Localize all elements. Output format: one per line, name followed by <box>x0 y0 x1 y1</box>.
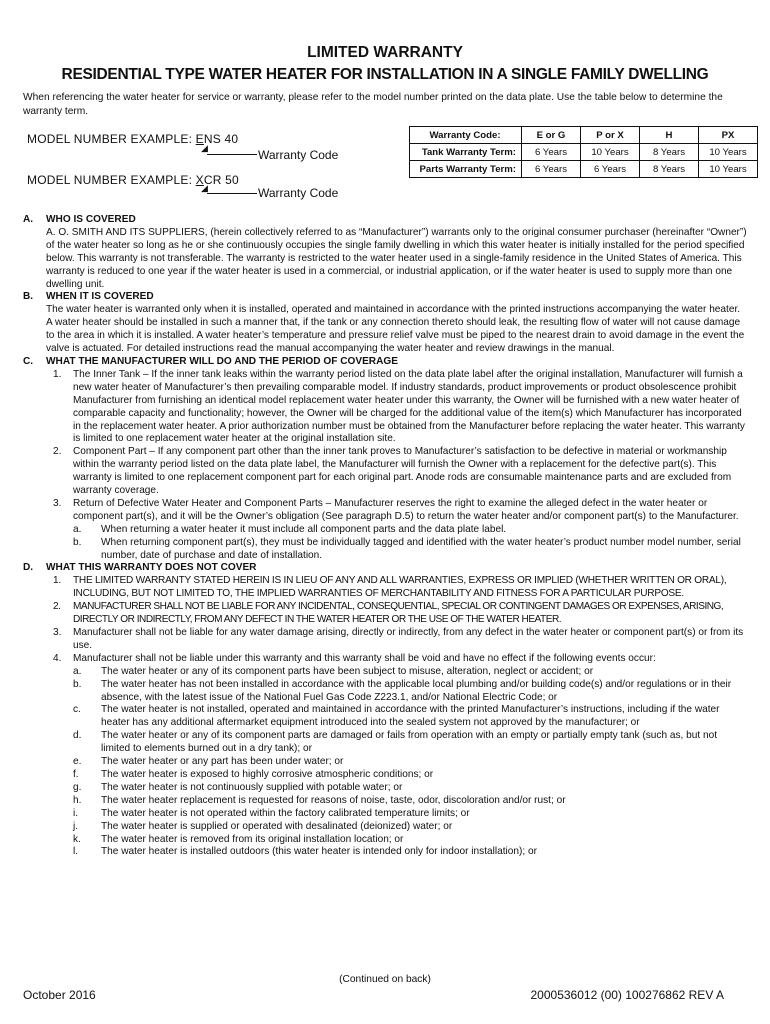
item-letter: e. <box>73 756 82 768</box>
example-code: X <box>195 173 204 187</box>
item-text: When returning a water heater it must include all component parts and the data plate label. <box>101 523 507 535</box>
list-item <box>23 369 748 446</box>
item-text: The water heater is exposed to highly corrosive atmospheric conditions; or <box>101 768 434 780</box>
footer-date: October 2016 <box>23 988 96 1002</box>
item-number: 3. <box>53 627 62 638</box>
sub-list-item <box>23 666 748 679</box>
example-label: MODEL NUMBER EXAMPLE: <box>27 132 196 146</box>
sub-list-item <box>23 782 748 795</box>
section-b-text: The water heater is warranted only when it is installed, operated and maintained in accordance with the printed instructions accompanying the water heater. A water heater should be installed in such a manner that, if the tank or any connection thereto should leak, the resulting flow of water will not cause damage to the area in which it is installed. A water heater’s temperature and pressure relief valve must be piped to the nearest drain to avoid damage in the event the valve is actuated. For detailed instructions read the manual accompanying the water heater and review drawings in the manual. <box>46 304 745 355</box>
table-row-header: Tank Warranty Term: <box>410 144 522 161</box>
list-item <box>23 627 748 653</box>
item-text: The water heater or any part has been under water; or <box>101 756 344 768</box>
item-text: The water heater is removed from its original installation location; or <box>101 833 404 845</box>
table-row-header: Parts Warranty Term: <box>410 161 522 178</box>
item-number: 1. <box>53 368 62 380</box>
sub-list-item <box>23 704 748 730</box>
list-item <box>23 446 748 498</box>
item-letter: h. <box>73 794 82 806</box>
table-cell: 10 Years <box>581 144 640 161</box>
footer-document-number: 2000536012 (00) 100276862 REV A <box>530 988 724 1002</box>
table-header-cell: E or G <box>522 127 581 144</box>
section-heading-a <box>23 214 748 227</box>
item-text: MANUFACTURER SHALL NOT BE LIABLE FOR ANY INCIDENTAL, CONSEQUENTIAL, SPECIAL OR CONTINGENT DAMAGES OR EXPENSES, ARISING, DIRECTLY OR INDIRECTLY, FROM ANY DEFECT IN THE WATER HEATER OR THE USE OF THE WATER HEATER. <box>73 601 724 626</box>
intro-paragraph: When referencing the water heater for service or warranty, please refer to the model number printed on the data plate. Use the table below to determine the warranty term. <box>23 92 723 117</box>
item-letter: j. <box>73 820 79 832</box>
section-letter: D. <box>23 562 34 574</box>
list-item <box>23 575 748 601</box>
item-text: When returning component part(s), they must be individually tagged and identified with the water heater’s product number model number, serial number, date of purchase and date of installation. <box>101 536 741 561</box>
page-subtitle: RESIDENTIAL TYPE WATER HEATER FOR INSTALLATION IN A SINGLE FAMILY DWELLING <box>61 66 709 83</box>
warranty-code-label-2: Warranty Code <box>258 186 339 200</box>
item-text: The water heater is not operated within the factory calibrated temperature limits; or <box>101 807 470 819</box>
arrow-head-icon: ◢ <box>201 143 208 153</box>
section-heading-d <box>23 562 748 575</box>
item-letter: g. <box>73 781 82 793</box>
arrow-line <box>207 193 257 194</box>
sub-list-item <box>23 769 748 782</box>
item-number: 2. <box>53 601 61 613</box>
item-letter: d. <box>73 730 82 742</box>
item-text: The water heater or any of its component parts have been subject to misuse, alteration, neglect or accident; or <box>101 665 594 677</box>
item-text: The water heater is installed outdoors (this water heater is intended only for indoor installation); or <box>101 846 537 858</box>
sub-list-item <box>23 821 748 834</box>
sub-list-item <box>23 679 748 705</box>
page-title: LIMITED WARRANTY <box>307 44 463 61</box>
section-title: WHO IS COVERED <box>46 214 136 225</box>
table-header-cell: H <box>640 127 699 144</box>
continued-note: (Continued on back) <box>339 974 431 985</box>
example-code: E <box>195 132 204 146</box>
sub-list-item <box>23 730 748 756</box>
section-letter: C. <box>23 355 34 367</box>
table-cell: 6 Years <box>581 161 640 178</box>
table-row <box>410 161 758 178</box>
list-item <box>23 653 748 666</box>
item-text: The water heater is supplied or operated with desalinated (deionized) water; or <box>101 820 453 832</box>
item-text: The water heater is not continuously supplied with potable water; or <box>101 781 403 793</box>
item-text: Manufacturer shall not be liable for any water damage arising, directly or indirectly, from any defect in the water heater or component part(s) or from its use. <box>73 627 744 651</box>
item-letter: c. <box>73 704 81 716</box>
item-number: 3. <box>53 497 62 509</box>
item-letter: b. <box>73 536 82 548</box>
sub-list-item <box>23 537 748 563</box>
table-header-cell: PX <box>699 127 758 144</box>
section-title: WHAT THE MANUFACTURER WILL DO AND THE PERIOD OF COVERAGE <box>46 355 398 367</box>
list-item <box>23 601 748 627</box>
section-heading-c <box>23 356 748 369</box>
item-number: 2. <box>53 446 62 458</box>
item-text: Component Part – If any component part other than the inner tank proves to Manufacturer’s satisfaction to be defective in material or workmanship within the warranty period listed on the data plate label, the Manufacturer will furnish the Owner with a replacement for the defective part(s). This warranty is limited to one replacement component part for each original part. Anode rods are consumable maintenance parts and are excluded from warranty coverage. <box>73 446 732 497</box>
item-number: 4. <box>53 652 62 664</box>
section-title: WHEN IT IS COVERED <box>46 291 154 303</box>
item-text: The water heater or any of its component parts are damaged or fails from operation with an empty or partially empty tank (such as, but not limited to elements burned out in a dry tank); or <box>101 730 718 755</box>
item-letter: k. <box>73 833 81 845</box>
table-cell: 8 Years <box>640 144 699 161</box>
sub-list-item <box>23 795 748 808</box>
item-letter: b. <box>73 678 82 690</box>
item-text: Return of Defective Water Heater and Component Parts – Manufacturer reserves the right to examine the alleged defect in the water heater or component part(s), and it will be the Owner’s obligation (See paragraph D.5) to return the water heater and/or component part(s) to the Manufacturer. <box>73 497 739 522</box>
table-cell: 10 Years <box>699 144 758 161</box>
sub-list-item <box>23 756 748 769</box>
table-row <box>410 144 758 161</box>
item-number: 1. <box>53 575 61 587</box>
warranty-code-label-1: Warranty Code <box>258 148 339 162</box>
item-text: The Inner Tank – If the inner tank leaks within the warranty period listed on the data plate label after the original installation, Manufacturer will furnish a new water heater of Manufacturer’s then prevailing comparable model. If industry standards, product improvements or product obsolescence prohibit Manufacturer from furnishing an identical model replacement water heater under this warranty, the Owner will be furnished with a new water heater of comparable capacity and functionality; however, the Owner will be charged for the additional value of the item(s) which Manufacturer has incorporated in the replacement water heater. A prior authorization number must be obtained from the Manufacturer before replacing the water heater. This warranty is limited to one replacement water heater at the original installation site. <box>73 368 745 445</box>
item-text: THE LIMITED WARRANTY STATED HEREIN IS IN LIEU OF ANY AND ALL WARRANTIES, EXPRESS OR IMPLIED (WHETHER WRITTEN OR ORAL), INCLUDING, BUT NOT LIMITED TO, THE IMPLIED WARRANTIES OF MERCHANTABILITY AND FITNESS FOR A PARTICULAR PURPOSE. <box>73 575 727 600</box>
table-header-cell: P or X <box>581 127 640 144</box>
sub-list-item <box>23 846 748 859</box>
section-heading-b <box>23 291 748 304</box>
example-label: MODEL NUMBER EXAMPLE: <box>27 173 196 187</box>
table-cell: 6 Years <box>522 161 581 178</box>
item-letter: a. <box>73 523 82 535</box>
table-cell: 6 Years <box>522 144 581 161</box>
item-text: The water heater has not been installed in accordance with the applicable local plumbing and/or building code(s) and/or regulations or in their absence, with the latest issue of the National Fuel Gas Code Z223.1, and/or National Electric Code; or <box>101 678 732 703</box>
sub-list-item <box>23 808 748 821</box>
arrow-line <box>207 154 257 155</box>
example-rest: NS 40 <box>203 132 239 146</box>
item-letter: f. <box>73 768 79 780</box>
table-header-cell: Warranty Code: <box>410 127 522 144</box>
item-text: The water heater is not installed, operated and maintained in accordance with the printed Manufacturer’s instructions, including if the water heater has any additional aftermarket equipment introduced into the sealed system not approved by the manufacturer; or <box>101 704 720 729</box>
example-rest: CR 50 <box>203 173 239 187</box>
warranty-body <box>23 214 748 859</box>
item-letter: i. <box>73 807 79 819</box>
table-cell: 10 Years <box>699 161 758 178</box>
sub-list-item <box>23 834 748 847</box>
item-text: Manufacturer shall not be liable under this warranty and this warranty shall be void and have no effect if the following events occur: <box>73 652 656 664</box>
arrow-head-icon: ◢ <box>201 183 208 193</box>
section-letter: A. <box>23 214 34 225</box>
table-cell: 8 Years <box>640 161 699 178</box>
section-a-text: A. O. SMITH AND ITS SUPPLIERS, (herein collectively referred to as “Manufacturer”) warrants only to the original consumer purchaser (hereinafter “Owner”) of the water heater so long as he or she continuously occupies the single family dwelling in which this water heater is initially installed for the period specified below. This warranty is not transferable. The warranty is restricted to the water heater used in a single-family residence in the United States of America. This warranty is reduced to one year if the water heater is used in a commercial, or industrial application, or if the water heater is used to supply more than one dwelling unit. <box>46 226 747 290</box>
table-header-row <box>410 127 758 144</box>
section-letter: B. <box>23 291 34 303</box>
item-text: The water heater replacement is requested for reasons of noise, taste, odor, discoloration and/or rust; or <box>101 794 566 806</box>
list-item <box>23 498 748 524</box>
section-title: WHAT THIS WARRANTY DOES NOT COVER <box>46 562 257 574</box>
sub-list-item <box>23 524 748 537</box>
item-letter: l. <box>73 846 79 858</box>
item-letter: a. <box>73 665 82 677</box>
warranty-term-table <box>409 126 758 178</box>
